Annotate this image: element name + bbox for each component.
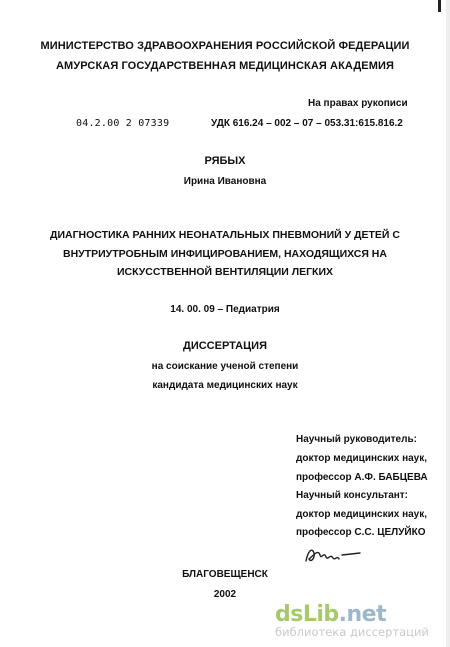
rights-notice: На правах рукописи [308, 98, 408, 109]
udk-code: УДК 616.24 – 002 – 07 – 053.31:615.816.2 [211, 118, 403, 129]
ministry-heading: МИНИСТЕРСТВО ЗДРАВООХРАНЕНИЯ РОССИЙСКОЙ ФЕДЕРАЦИИ [40, 40, 410, 52]
year: 2002 [213, 589, 237, 600]
academy-heading: АМУРСКАЯ ГОСУДАРСТВЕННАЯ МЕДИЦИНСКАЯ АКАДЕМИЯ [56, 60, 394, 72]
watermark-logo: dsLib.net [275, 602, 387, 627]
degree-line: на соискание ученой степени [151, 361, 299, 372]
consultant-degree: доктор медицинских наук, [296, 509, 428, 520]
author-surname: РЯБЫХ [204, 155, 246, 167]
watermark-caption: библиотека диссертаций [275, 625, 429, 639]
thesis-title-line: ВНУТРИУТРОБНЫМ ИНФИЦИРОВАНИЕМ, НАХОДЯЩИХСЯ НА [63, 248, 387, 260]
supervisor-role: Научный руководитель: [296, 434, 417, 445]
dslib-watermark [275, 602, 445, 639]
degree-line: кандидата медицинских наук [152, 380, 298, 391]
consultant-role: Научный консультант: [296, 490, 409, 501]
author-given-names: Ирина Ивановна [183, 176, 267, 187]
handwritten-signature [302, 543, 364, 567]
place-of-defense: БЛАГОВЕЩЕНСК [182, 569, 268, 580]
degree-label: ДИССЕРТАЦИЯ [183, 340, 267, 352]
supervisor-degree: доктор медицинских наук, [296, 453, 428, 464]
supervisor-name: профессор А.Ф. БАБЦЕВА [296, 472, 428, 483]
thesis-title-line: ДИАГНОСТИКА РАННИХ НЕОНАТАЛЬНЫХ ПНЕВМОНИЙ У ДЕТЕЙ С [50, 229, 400, 241]
thesis-title-line: ИСКУССТВЕННОЙ ВЕНТИЛЯЦИИ ЛЕГКИХ [116, 266, 334, 278]
scan-edge [446, 0, 450, 647]
stamp-number: 04.2.00 2 07339 [76, 118, 170, 129]
scan-mark [438, 0, 441, 12]
specialty: 14. 00. 09 – Педиатрия [170, 304, 280, 315]
consultant-name: профессор С.С. ЦЕЛУЙКО [296, 527, 426, 538]
